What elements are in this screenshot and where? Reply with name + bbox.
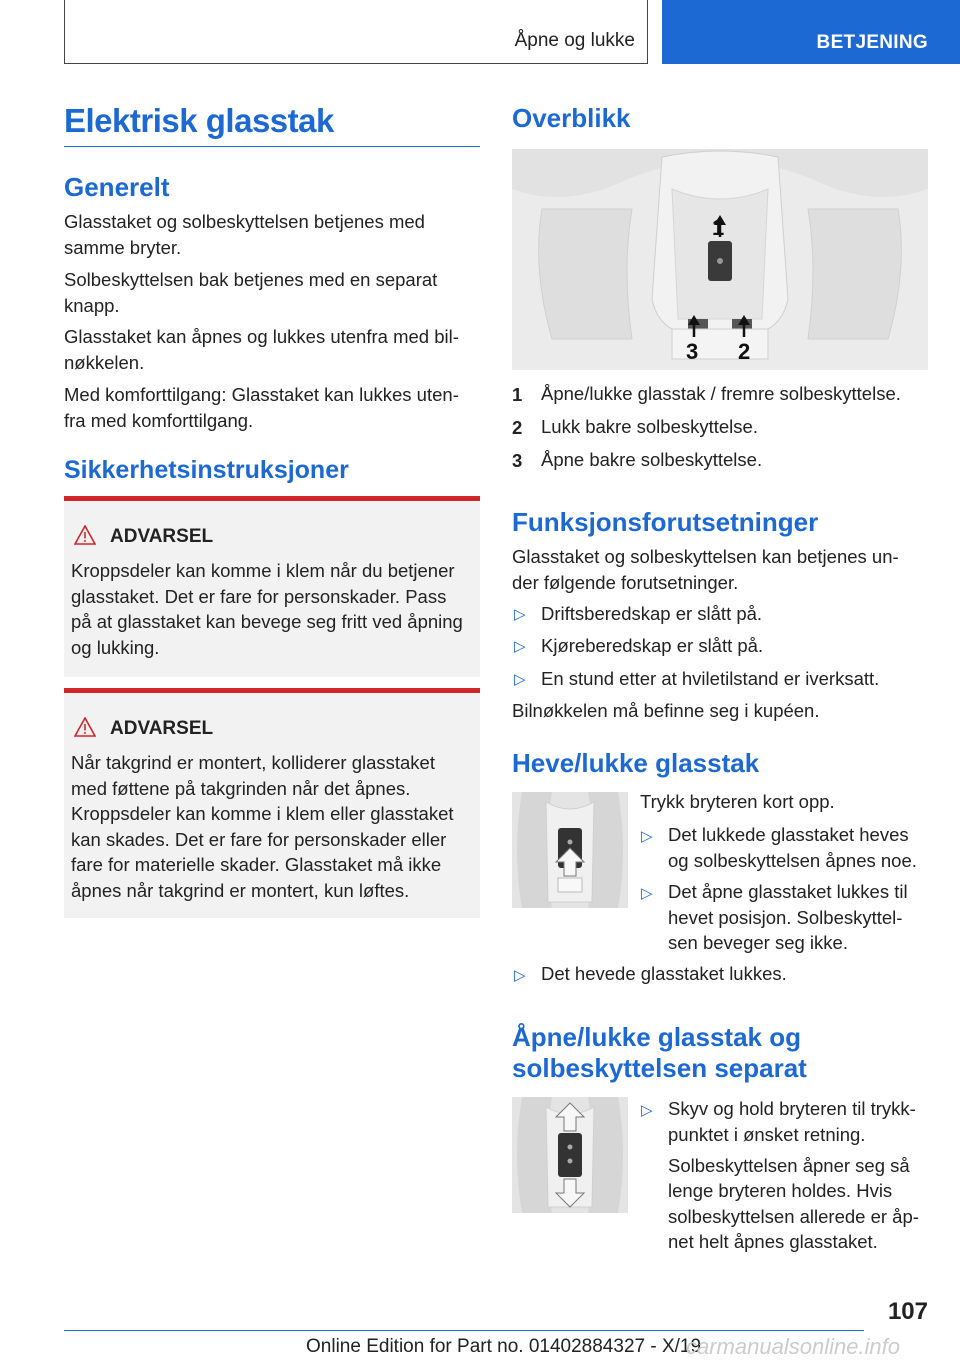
general-p1-l2: samme bryter. xyxy=(64,237,182,258)
legend-text: Lukk bakre solbeskyttelse. xyxy=(541,416,758,437)
general-p2-l1: Solbeskyttelsen bak betjenes med en separat xyxy=(64,269,438,290)
page-title: Elektrisk glasstak xyxy=(64,102,334,139)
title-rule xyxy=(64,146,480,147)
separate-switch-image xyxy=(512,1097,628,1213)
overview-figure xyxy=(512,149,928,370)
general-p2-l2: knapp. xyxy=(64,295,120,316)
header-chapter-tab xyxy=(662,0,960,64)
legend-text: Åpne/lukke glasstak / fremre solbeskyttelse. xyxy=(541,383,901,404)
func-bullet: Kjøreberedskap er slått på. xyxy=(541,635,764,656)
warning-line: med føttene på takgrinden når det åpnes. xyxy=(71,778,411,799)
separate-bullet-l1: Skyv og hold bryteren til trykk- xyxy=(668,1098,916,1119)
warning-line: og lukking. xyxy=(71,637,160,658)
warning-line: på at glasstaket kan bevege seg fritt ved åpning xyxy=(71,611,463,632)
lift-bullet-1-l2: og solbeskyttelsen åpnes noe. xyxy=(668,850,917,871)
lift-bullet-2-l1: Det åpne glasstaket lukkes til xyxy=(668,881,908,902)
separate-bullet-l2: punktet i ønsket retning. xyxy=(668,1124,866,1145)
figure-label-2: 2 xyxy=(738,339,751,364)
warning-box-2 xyxy=(64,688,480,918)
header-section-title: Åpne og lukke xyxy=(514,30,635,51)
separate-p-l2: lenge bryteren holdes. Hvis xyxy=(668,1180,893,1201)
warning-triangle-icon xyxy=(74,525,96,545)
safety-heading: Sikkerhetsinstruksjoner xyxy=(64,456,349,484)
general-p4-l2: fra med komforttilgang. xyxy=(64,410,254,431)
page-number: 107 xyxy=(887,1298,928,1325)
func-bullet: Driftsberedskap er slått på. xyxy=(541,603,763,624)
switch-up-illustration xyxy=(512,792,628,908)
warning-line: fare for materielle skader. Glasstaket må ikke xyxy=(71,854,442,875)
header-chapter-title: BETJENING xyxy=(816,32,928,53)
func-after: Bilnøkkelen må befinne seg i kupéen. xyxy=(512,700,820,721)
func-intro-l1: Glasstaket og solbeskyttelsen kan betjenes un- xyxy=(512,546,899,567)
func-intro-l2: der følgende forutsetninger. xyxy=(512,572,739,593)
general-p3-l2: nøkkelen. xyxy=(64,352,145,373)
roof-console-illustration xyxy=(512,149,928,370)
lift-bullet-3: Det hevede glasstaket lukkes. xyxy=(541,963,787,984)
figure-label-3: 3 xyxy=(686,339,699,364)
bullet-icon: ▷ xyxy=(514,638,526,655)
lift-switch-image xyxy=(512,792,628,908)
footer-rule xyxy=(64,1330,864,1331)
warning-line: Kroppsdeler kan komme i klem når du betjener xyxy=(71,560,455,581)
lift-intro: Trykk bryteren kort opp. xyxy=(640,791,835,812)
watermark: carmanualsonline.info xyxy=(686,1334,901,1359)
separate-heading-l1: Åpne/lukke glasstak og xyxy=(512,1022,801,1052)
bullet-icon: ▷ xyxy=(514,967,526,984)
legend-text: Åpne bakre solbeskyttelse. xyxy=(541,449,763,470)
general-p3-l1: Glasstaket kan åpnes og lukkes utenfra med bil- xyxy=(64,326,459,347)
lift-bullet-1-l1: Det lukkede glasstaket heves xyxy=(668,824,909,845)
overview-heading: Overblikk xyxy=(512,103,631,133)
func-heading: Funksjonsforutsetninger xyxy=(512,507,819,537)
warning-line: åpnes når takgrind er montert, kun løftes. xyxy=(71,880,410,901)
lift-heading: Heve/lukke glasstak xyxy=(512,748,760,778)
general-p4-l1: Med komforttilgang: Glasstaket kan lukkes uten- xyxy=(64,384,459,405)
warning-line: kan skades. Det er fare for personskader eller xyxy=(71,829,447,850)
bullet-icon: ▷ xyxy=(641,885,653,902)
warning-triangle-icon xyxy=(74,717,96,737)
separate-heading-l2: solbeskyttelsen separat xyxy=(512,1053,807,1083)
warning-line: Når takgrind er montert, kolliderer glasstaket xyxy=(71,752,435,773)
legend-number: 1 xyxy=(512,384,523,405)
func-bullet: En stund etter at hviletilstand er iverksatt. xyxy=(541,668,880,689)
header-section-box xyxy=(64,0,648,64)
legend-number: 2 xyxy=(512,417,523,438)
warning-box-1 xyxy=(64,496,480,677)
switch-up-down-illustration xyxy=(512,1097,628,1213)
bullet-icon: ▷ xyxy=(514,606,526,623)
warning-line: Kroppsdeler kan komme i klem eller glasstaket xyxy=(71,803,454,824)
separate-p-l3: solbeskyttelsen allerede er åp- xyxy=(668,1206,919,1227)
general-p1-l1: Glasstaket og solbeskyttelsen betjenes med xyxy=(64,211,425,232)
warning-title-1: ADVARSEL xyxy=(110,526,214,547)
legend-number: 3 xyxy=(512,450,523,471)
general-heading: Generelt xyxy=(64,172,170,202)
warning-title-2: ADVARSEL xyxy=(110,718,214,739)
lift-bullet-2-l2: hevet posisjon. Solbeskyttel- xyxy=(668,907,903,928)
bullet-icon: ▷ xyxy=(641,1102,653,1119)
lift-bullet-2-l3: sen beveger seg ikke. xyxy=(668,932,848,953)
separate-p-l4: net helt åpnes glasstaket. xyxy=(668,1231,878,1252)
bullet-icon: ▷ xyxy=(514,671,526,688)
figure-label-1: 1 xyxy=(712,215,725,240)
footer-edition: Online Edition for Part no. 01402884327 - X/19 xyxy=(306,1336,702,1357)
bullet-icon: ▷ xyxy=(641,828,653,845)
warning-line: glasstaket. Det er fare for personskader. Pass xyxy=(71,586,447,607)
separate-p-l1: Solbeskyttelsen åpner seg så xyxy=(668,1155,910,1176)
